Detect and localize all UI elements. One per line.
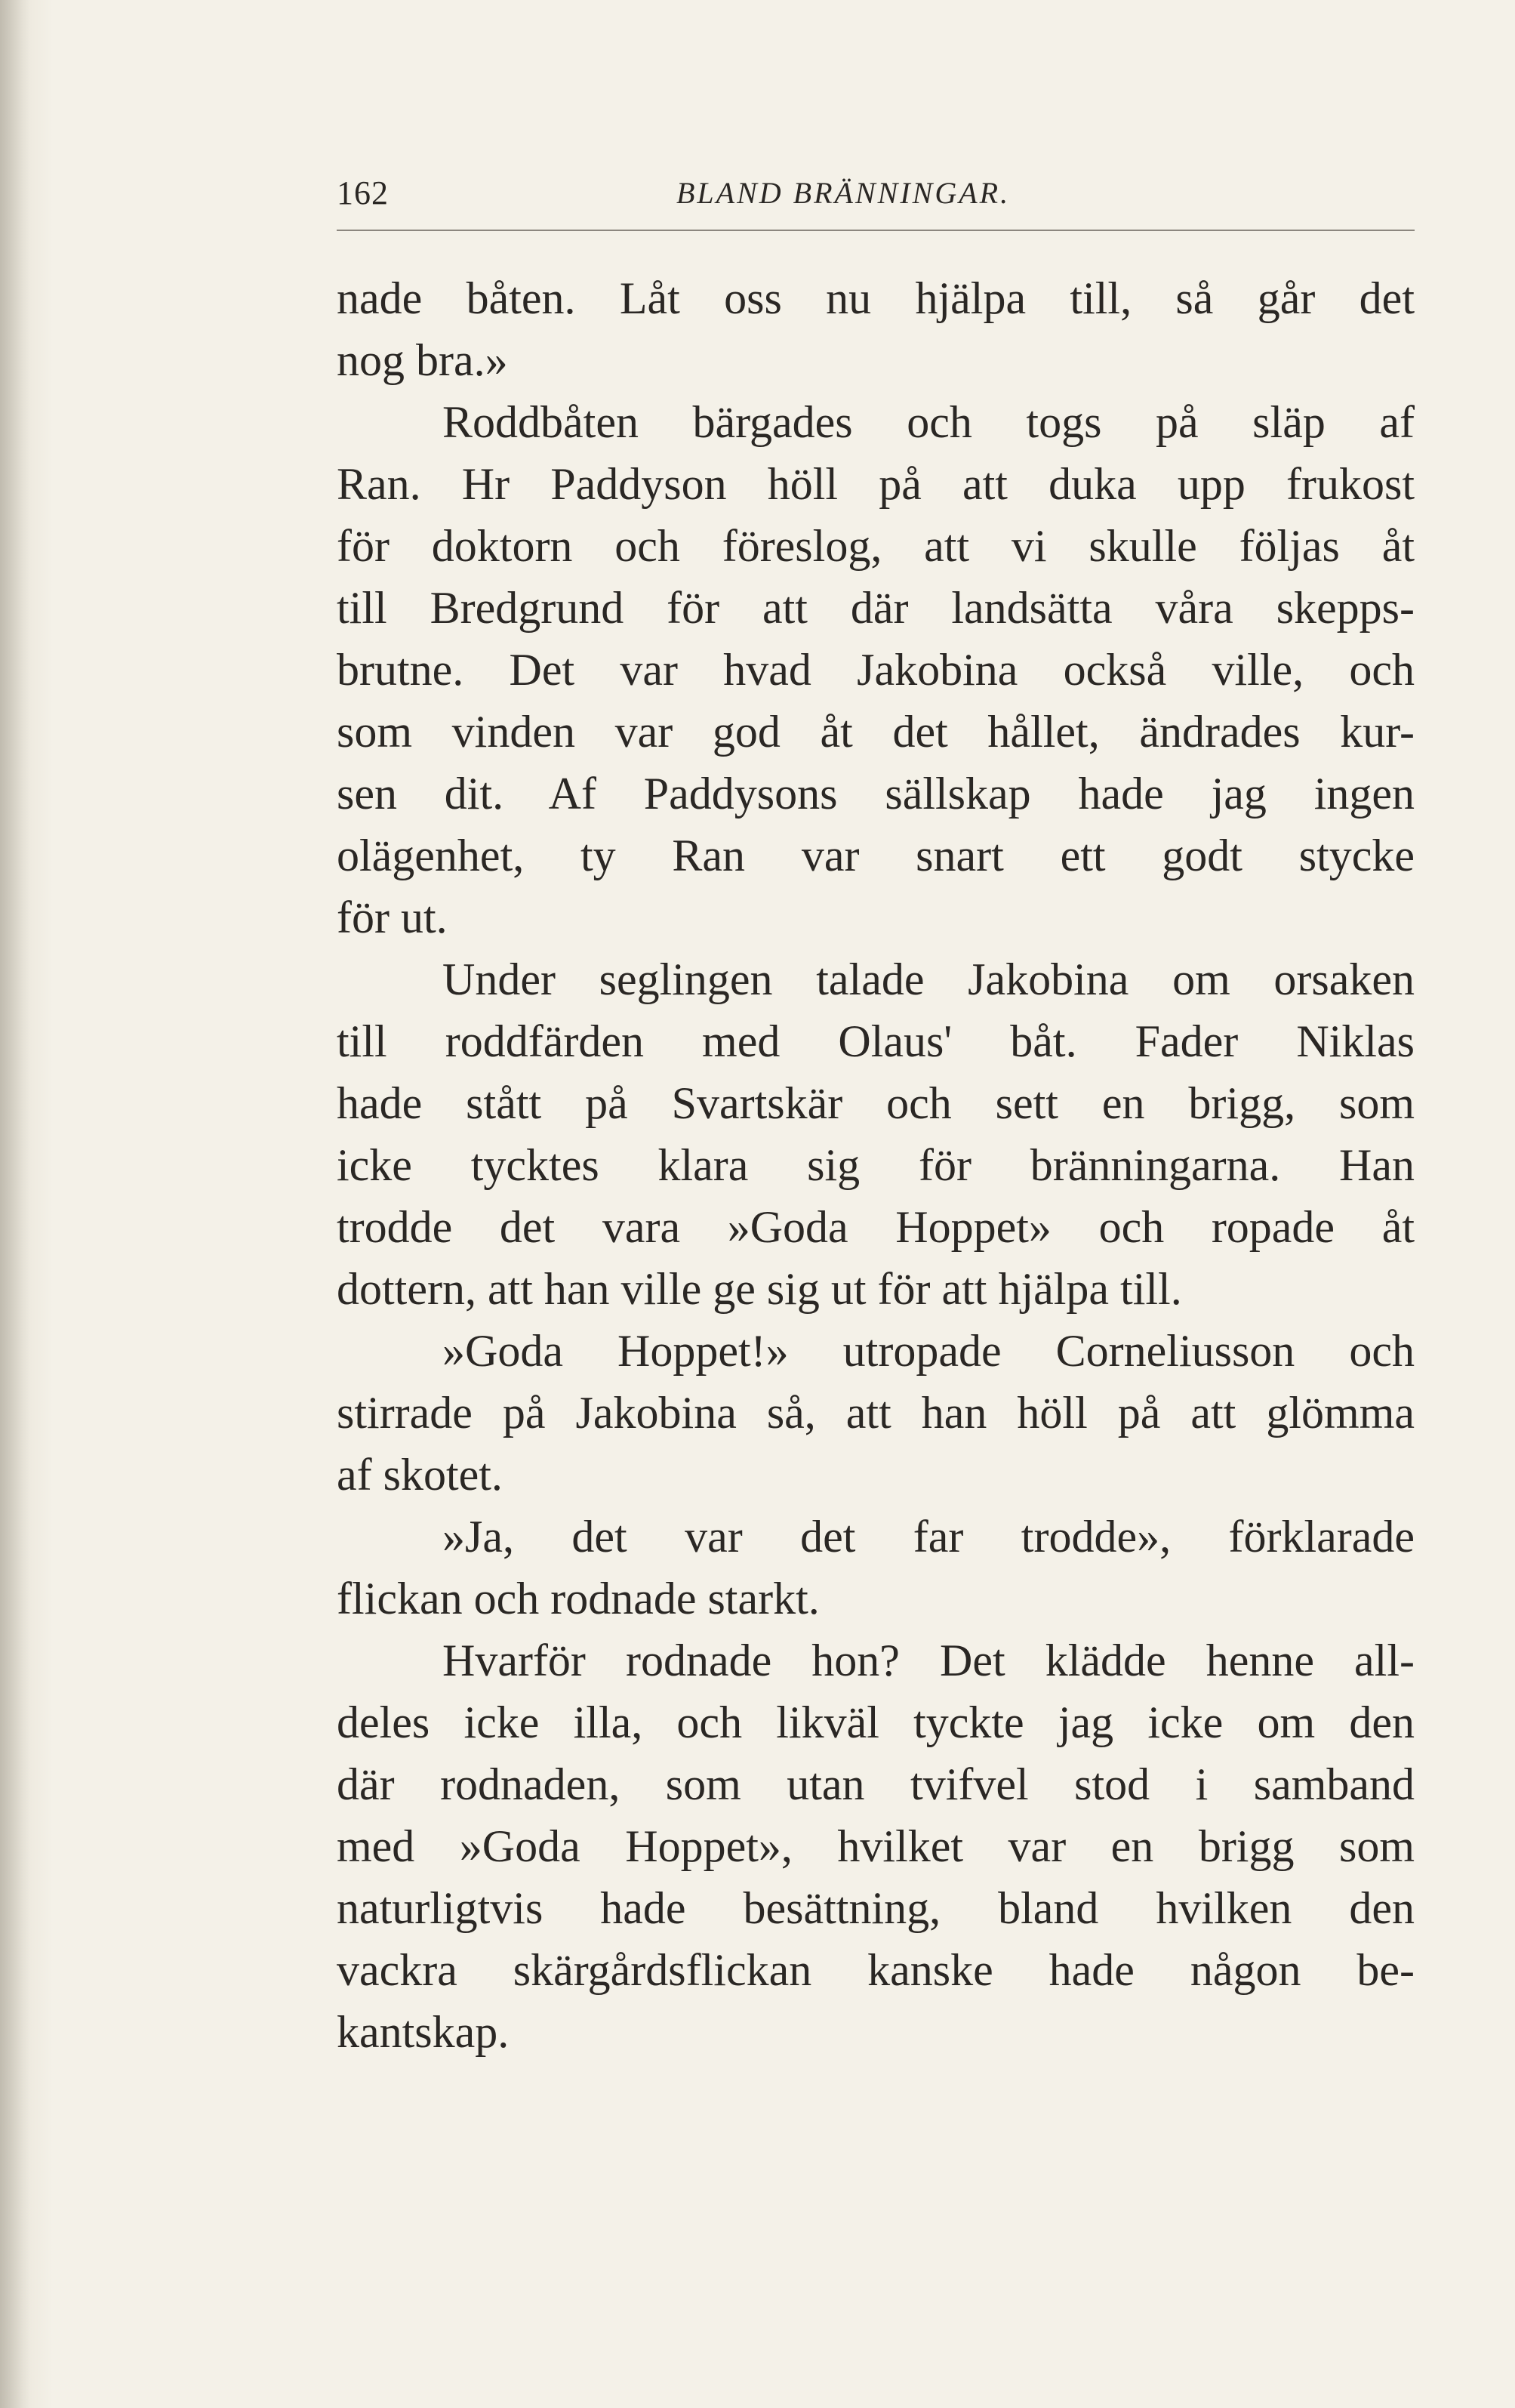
text-line: af skotet.	[337, 1450, 503, 1500]
text-line: Roddbåten bärgades och togs på släp af	[442, 397, 1415, 447]
text-line: flickan och rodnade starkt.	[337, 1574, 820, 1623]
text-line: nog bra.»	[337, 335, 508, 385]
text-line: nade båten. Låt oss nu hjälpa till, så går det	[337, 273, 1415, 323]
page-number: 162	[337, 174, 389, 211]
text-line: trodde det vara »Goda Hoppet» och ropade åt	[337, 1202, 1415, 1252]
running-title: BLAND BRÄNNINGAR.	[676, 176, 1011, 210]
text-line: naturligtvis hade besättning, bland hvilken den	[337, 1883, 1415, 1933]
text-line: »Ja, det var det far trodde», förklarade	[442, 1512, 1415, 1562]
text-line: hade stått på Svartskär och sett en brigg, som	[337, 1078, 1415, 1128]
text-line: till roddfärden med Olaus' båt. Fader Niklas	[337, 1016, 1415, 1066]
text-line: kantskap.	[337, 2007, 510, 2057]
text-line: Ran. Hr Paddyson höll på att duka upp frukost	[337, 459, 1415, 509]
text-line: olägenhet, ty Ran var snart ett godt stycke	[337, 831, 1415, 880]
text-line: icke tycktes klara sig för bränningarna. Han	[337, 1140, 1415, 1190]
text-line: till Bredgrund för att där landsätta våra skepps-	[337, 583, 1415, 633]
text-line: med »Goda Hoppet», hvilket var en brigg som	[337, 1821, 1415, 1871]
text-line: deles icke illa, och likväl tyckte jag icke om den	[337, 1697, 1415, 1747]
text-line: för doktorn och föreslog, att vi skulle följas åt	[337, 521, 1415, 571]
text-line: stirrade på Jakobina så, att han höll på att glömma	[337, 1388, 1415, 1438]
text-line: som vinden var god åt det hållet, ändrades kur-	[337, 707, 1415, 757]
text-line: Under seglingen talade Jakobina om orsaken	[442, 954, 1415, 1004]
header-rule	[337, 230, 1415, 231]
text-line: för ut.	[337, 893, 448, 942]
text-line: »Goda Hoppet!» utropade Corneliusson och	[442, 1326, 1415, 1376]
text-line: där rodnaden, som utan tvifvel stod i samband	[337, 1759, 1415, 1809]
gutter-shadow	[0, 0, 30, 2408]
text-line: Hvarför rodnade hon? Det klädde henne all-	[442, 1636, 1415, 1685]
body-text	[337, 267, 1415, 2063]
running-head	[337, 168, 1409, 220]
text-line: vackra skärgårdsflickan kanske hade någon be-	[337, 1945, 1415, 1995]
text-line: brutne. Det var hvad Jakobina också ville, och	[337, 645, 1415, 695]
text-line: sen dit. Af Paddysons sällskap hade jag ingen	[337, 769, 1415, 819]
text-line: dottern, att han ville ge sig ut för att hjälpa till.	[337, 1264, 1182, 1314]
